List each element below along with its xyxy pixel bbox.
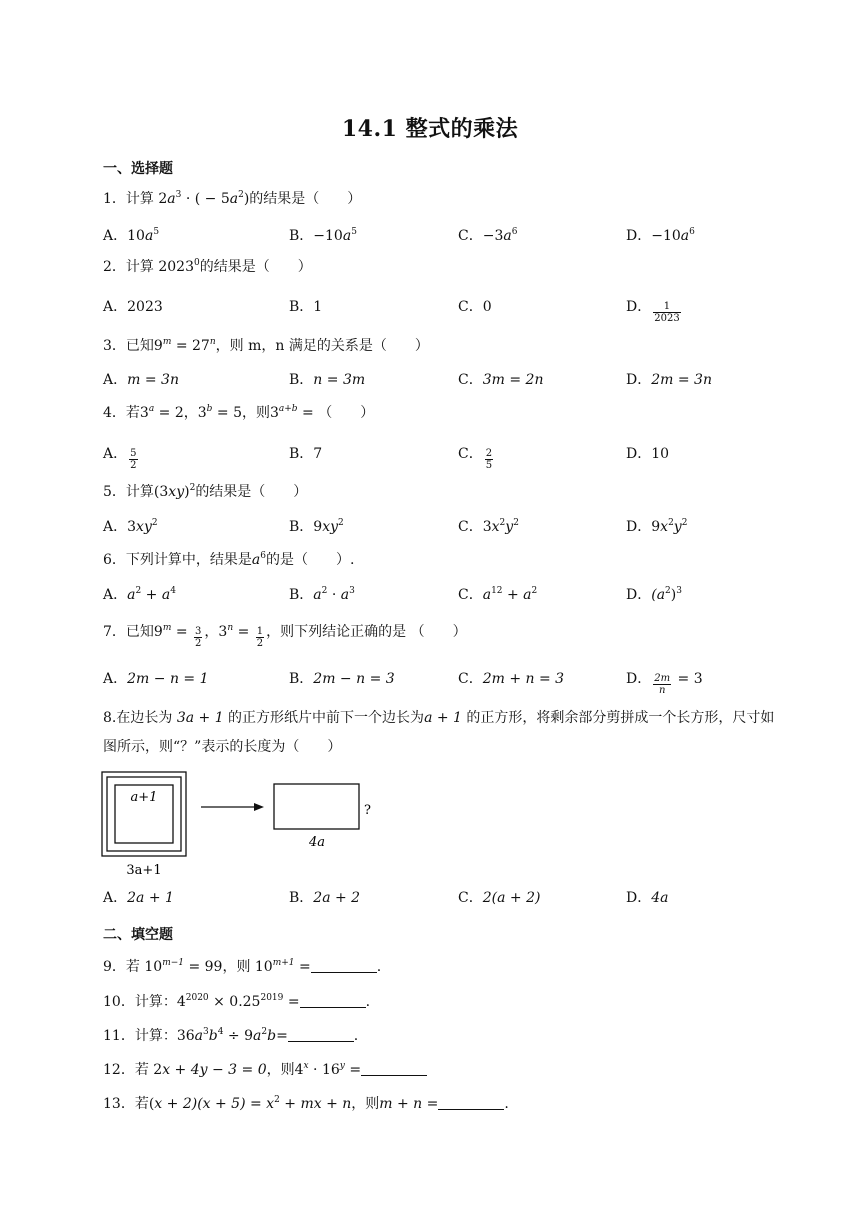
option-4a: A． $\frac{5}{2}$ [103, 446, 137, 471]
fraction: $\frac{2m}{n}$ [654, 673, 671, 696]
option-3c: C．3m = 2n [458, 372, 544, 388]
question-6: 6．下列计算中，结果是$a^6$的是（ ）. [103, 551, 355, 568]
question-10: 10．计算：$4^{2020} \times 0.25^{2019}$ = . [103, 993, 371, 1010]
fraction: $\frac{1}{2}$ [256, 626, 264, 649]
option-3d: D．2m = 3n [626, 372, 712, 388]
fraction: $\frac{2}{5}$ [485, 448, 493, 471]
option-8a: A．2a + 1 [103, 890, 174, 906]
option-5c: C．$3x^2y^2$ [458, 518, 519, 535]
question-2: 2．计算 2023$^0$的结果是（ ） [103, 258, 312, 275]
question-8-figure [96, 766, 386, 882]
option-6b: B．$a^2 \cdot a^3$ [289, 586, 355, 603]
answer-blank[interactable] [361, 1061, 427, 1076]
option-8c: C．2(a + 2) [458, 890, 541, 906]
option-4d: D．10 [626, 446, 670, 462]
option-2a: A．2023 [103, 299, 163, 315]
question-3: 3．已知$9^m = 27^n$，则 m，n 满足的关系是（ ） [103, 337, 429, 354]
question-9: 9．若 $10^{m-1} = 99$，则 $10^{m+1}$ = . [103, 958, 382, 975]
answer-blank[interactable] [438, 1095, 504, 1110]
option-2b: B．1 [289, 299, 323, 315]
option-1c: C．$-3a^6$ [458, 227, 518, 244]
option-7b: B．2m − n = 3 [289, 671, 395, 687]
result-rectangle [274, 784, 359, 829]
question-4: 4．若$3^a = 2$，$3^b = 5$，则$3^{a+b}$ = （ ） [103, 404, 375, 421]
option-8b: B．2a + 2 [289, 890, 361, 906]
option-1a: A．$10a^5$ [103, 227, 160, 244]
middle-square [107, 777, 181, 851]
question-7: 7．已知$9^m$ = $\frac{3}{2}$ ，$3^n$ = $\frac{1}{2}$ ，则下列结论正确的是 （ ） [103, 623, 467, 649]
question-5: 5．计算$(3xy)^2$的结果是（ ） [103, 483, 308, 500]
question-13: 13．若$(x + 2)(x + 5) = x^2$ + mx + n，则m + n = . [103, 1095, 509, 1112]
section-heading-choice: 一、选择题 [103, 161, 173, 177]
option-2d: D． $\frac{1}{2023}$ [626, 299, 680, 324]
option-7c: C．2m + n = 3 [458, 671, 565, 687]
option-5a: A．$3xy^2$ [103, 518, 158, 535]
option-3a: A．m = 3n [103, 372, 179, 388]
option-2c: C．0 [458, 299, 492, 315]
option-6c: C．$a^{12} + a^2$ [458, 586, 538, 603]
section-heading-fill: 二、填空题 [103, 927, 173, 943]
option-1b: B．$-10a^5$ [289, 227, 357, 244]
rectangle-width-label: 4a [308, 835, 326, 850]
question-1: 1．计算 $2a^3$ · ( − $5a^2$)的结果是（ ） [103, 190, 362, 207]
option-6a: A．$a^2 + a^4$ [103, 586, 176, 603]
fraction: $\frac{1}{2023}$ [654, 301, 680, 324]
outer-square-label: 3a+1 [126, 863, 162, 878]
option-4b: B．7 [289, 446, 323, 462]
question-12: 12．若 2x + 4y − 3 = 0，则$4^x \cdot 16^y$ = [103, 1060, 427, 1080]
option-3b: B．n = 3m [289, 372, 366, 388]
page-title: 14.1 整式的乘法 [341, 116, 519, 142]
option-5d: D．$9x^2y^2$ [626, 518, 688, 535]
option-5b: B．$9xy^2$ [289, 518, 344, 535]
answer-blank[interactable] [288, 1027, 354, 1042]
option-4c: C． $\frac{2}{5}$ [458, 446, 493, 471]
answer-blank[interactable] [300, 993, 366, 1008]
question-mark-label: ? [364, 803, 371, 818]
option-8d: D．4a [626, 890, 669, 906]
fraction: $\frac{5}{2}$ [130, 448, 137, 471]
option-6d: D．$(a^2)^3$ [626, 586, 682, 603]
inner-square-label: a+1 [130, 790, 158, 805]
question-8: 8.在边长为 3a + 1 的正方形纸片中前下一个边长为a + 1 的正方形，将剩余部分剪拼成一个长方形，尺寸如图所示，则“？”表示的长度为（ ） [103, 710, 775, 755]
option-1d: D．$-10a^6$ [626, 227, 695, 244]
option-7a: A．2m − n = 1 [103, 671, 209, 687]
option-7d: D． $\frac{2m}{n}$ = 3 [626, 671, 703, 696]
answer-blank[interactable] [311, 958, 377, 973]
question-11: 11．计算：$36a^3b^4 \div 9a^2b=$ . [103, 1027, 359, 1044]
fraction: $\frac{3}{2}$ [195, 626, 202, 649]
arrow-head [254, 803, 264, 811]
